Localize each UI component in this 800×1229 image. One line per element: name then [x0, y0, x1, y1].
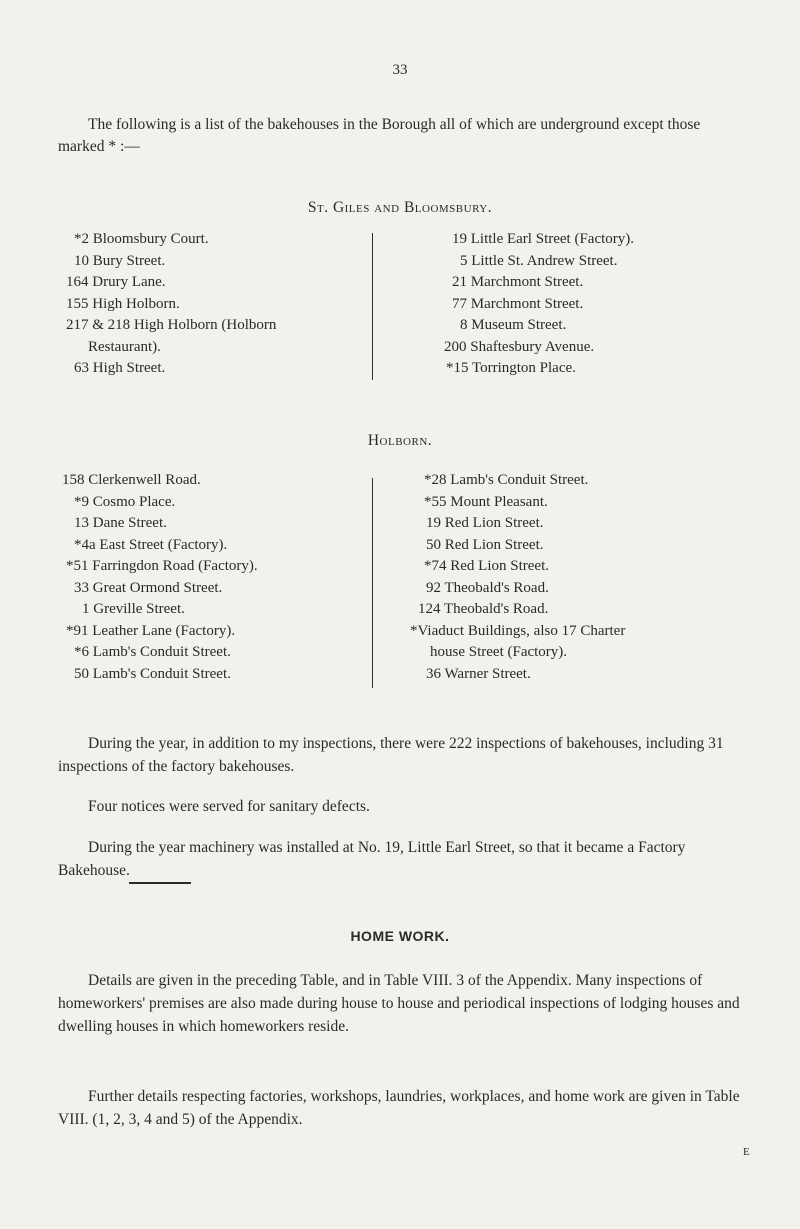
section-heading-holborn: Holborn. [367, 432, 433, 449]
home-work-heading: HOME WORK. [350, 928, 450, 944]
list-item: 164 Drury Lane. [66, 274, 166, 290]
list-item: *28 Lamb's Conduit Street. [424, 472, 589, 488]
page-number: 33 [392, 62, 408, 78]
list-item: 1 Greville Street. [82, 601, 185, 617]
list-item: 124 Theobald's Road. [418, 601, 549, 617]
list-item: *4a East Street (Factory). [74, 536, 228, 553]
list-item: *9 Cosmo Place. [74, 493, 176, 510]
list-item: 13 Dane Street. [74, 515, 167, 531]
list-item: *55 Mount Pleasant. [424, 493, 548, 510]
holborn-right-column [410, 470, 625, 685]
list-item: *74 Red Lion Street. [424, 558, 549, 574]
list-item: 158 Clerkenwell Road. [62, 472, 201, 488]
section-heading-st-giles: St. Giles and Bloomsbury. [307, 199, 493, 216]
list-item: 21 Marchmont Street. [452, 274, 584, 290]
list-item: *91 Leather Lane (Factory). [66, 622, 236, 639]
intro-paragraph: The following is a list of the bakehouses in the Borough all of which are underground except those marked * :— [58, 116, 701, 155]
home-work-further-paragraph: Further details respecting factories, workshops, laundries, workplaces, and home work are given in Table VIII. (1, 2, 3, 4 and 5) of the Appendix. [58, 1088, 740, 1128]
list-item: 200 Shaftesbury Avenue. [444, 338, 595, 355]
column-divider [372, 233, 373, 380]
list-item: *51 Farringdon Road (Factory). [66, 558, 258, 574]
st-giles-right-column [436, 229, 634, 380]
list-item: 19 Red Lion Street. [426, 515, 544, 531]
list-item: 36 Warner Street. [426, 665, 531, 682]
list-item: *6 Lamb's Conduit Street. [74, 644, 231, 660]
inspections-paragraph: During the year, in addition to my inspections, there were 222 inspections of bakehouses, including 31 inspections of the factory bakehouses. [58, 735, 724, 775]
list-item: 217 & 218 High Holborn (Holborn [66, 317, 277, 333]
list-item: 19 Little Earl Street (Factory). [452, 231, 635, 247]
list-item: *2 Bloomsbury Court. [74, 231, 209, 247]
list-item: Restaurant). [88, 338, 161, 355]
list-item: 63 High Street. [74, 360, 166, 376]
notices-paragraph: Four notices were served for sanitary defects. [88, 798, 370, 815]
list-item: house Street (Factory). [430, 644, 568, 660]
list-item: 77 Marchmont Street. [452, 295, 584, 312]
list-item: 5 Little St. Andrew Street. [460, 252, 618, 269]
list-item: *15 Torrington Place. [446, 360, 576, 376]
list-item: *Viaduct Buildings, also 17 Charter [410, 622, 626, 639]
list-item: 50 Red Lion Street. [426, 536, 544, 553]
list-item: 33 Great Ormond Street. [74, 579, 223, 596]
machinery-paragraph: During the year machinery was installed at No. 19, Little Earl Street, so that it became a Factory Bakehouse. [58, 839, 686, 879]
list-item: 155 High Holborn. [66, 295, 180, 312]
list-item: 92 Theobald's Road. [426, 579, 549, 596]
signature-mark: E [743, 1146, 750, 1158]
list-item: 10 Bury Street. [74, 252, 166, 269]
factory-underline [129, 882, 191, 884]
list-item: 50 Lamb's Conduit Street. [74, 665, 231, 682]
column-divider [372, 478, 373, 688]
holborn-left-column [58, 470, 258, 685]
st-giles-left-column [58, 229, 276, 380]
home-work-details-paragraph: Details are given in the preceding Table, and in Table VIII. 3 of the Appendix. Many inspections of homeworkers' premises are also made during house to house and periodical inspections of lodging houses and dwelling houses in which homeworkers reside. [58, 972, 740, 1035]
list-item: 8 Museum Street. [460, 317, 567, 333]
